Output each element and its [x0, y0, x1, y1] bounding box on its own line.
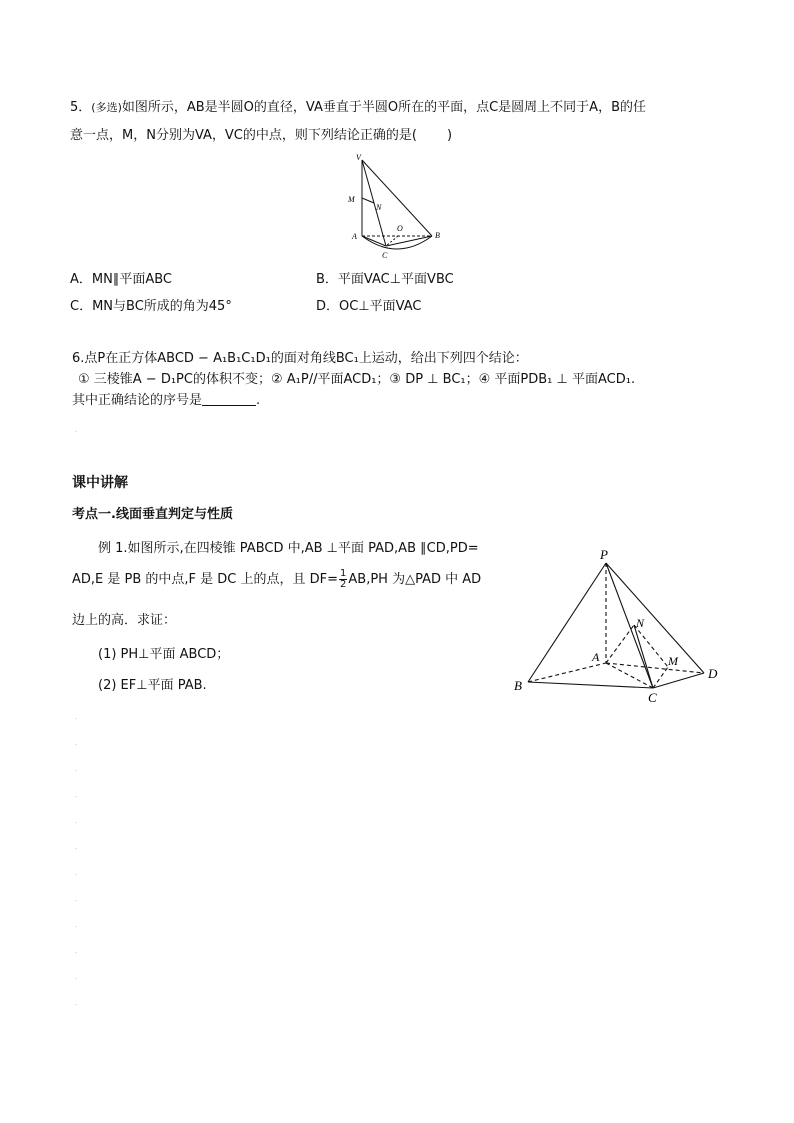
example1-line2 [72, 568, 481, 590]
label-d2: D [708, 666, 718, 681]
edge-pd [606, 563, 704, 673]
q6-line3-suffix: . [256, 393, 261, 408]
label-v: V [356, 153, 361, 162]
label-n: N [376, 203, 382, 212]
pyramid-figure [508, 545, 733, 707]
edge-cd [653, 673, 704, 688]
example1-item1: (1) PH⊥平面 ABCD； [98, 647, 230, 662]
q5-text-line2: 意一点，M，N分别为VA，VC的中点，则下列结论正确的是( [70, 128, 417, 143]
label-c: C [382, 251, 388, 260]
edge-an [606, 625, 634, 663]
label-c2: C [648, 690, 657, 705]
example1-line1: 例 1.如图所示,在四棱锥 PABCD 中,AB ⊥平面 PAD,AB ∥CD,PD= [98, 541, 479, 556]
label-n2: N [636, 616, 645, 630]
segment-mn [362, 198, 374, 203]
section-heading: 课中讲解 [72, 475, 128, 491]
q6-line3 [72, 389, 260, 408]
label-p: P [600, 547, 608, 562]
q5-option-a: A．MN∥平面ABC [70, 272, 172, 287]
label-b2: B [514, 678, 522, 693]
edge-ad [606, 663, 704, 673]
label-a: A [352, 232, 357, 241]
label-b: B [435, 231, 440, 240]
q6-line3-prefix: 其中正确结论的序号是 [72, 393, 203, 408]
q5-option-c: C．MN与BC所成的角为45° [70, 299, 232, 314]
q5-line1 [70, 96, 646, 115]
q6-line2: ① 三棱锥A − D₁PC的体积不变；② A₁P//平面ACD₁；③ DP ⊥ BC₁；④ 平面PDB₁ ⊥ 平面ACD₁. [78, 372, 636, 387]
example1-line2-prefix: AD,E 是 PB 的中点,F 是 DC 上的点，且 DF= [72, 572, 339, 587]
edge-ba [528, 663, 606, 682]
q5-line2 [70, 124, 452, 143]
q5-text-line2-end: ) [446, 128, 453, 143]
q5-figure [340, 150, 450, 262]
edge-ac [606, 663, 653, 688]
edge-ac [362, 236, 386, 246]
q5-option-d: D．OC⊥平面VAC [316, 299, 422, 314]
edge-cn [634, 625, 653, 688]
edge-cm [653, 667, 668, 688]
q6-line1: 6.点P在正方体ABCD − A₁B₁C₁D₁的面对角线BC₁上运动，给出下列四个结论： [72, 351, 528, 366]
label-m: M [348, 195, 355, 204]
q5-tag: (多选) [91, 101, 122, 114]
label-o: O [397, 224, 403, 233]
edge-pc [606, 563, 653, 688]
edge-pb [528, 563, 606, 682]
example1-line2-suffix: AB,PH 为△PAD 中 AD [348, 572, 482, 587]
example1-item2: (2) EF⊥平面 PAB. [98, 678, 207, 693]
fraction-one-half: $\frac{1}{2}$ [340, 568, 347, 590]
edge-nm [634, 625, 668, 667]
q5-option-b: B．平面VAC⊥平面VBC [316, 272, 454, 287]
label-m2: M [668, 654, 678, 668]
answer-blank [202, 393, 256, 406]
q5-number: 5． [70, 100, 92, 115]
kaodian-heading: 考点一.线面垂直判定与性质 [72, 507, 233, 522]
label-a2: A [592, 650, 600, 664]
q5-text-line1: 如图所示，AB是半圆O的直径，VA垂直于半圆O所在的平面，点C是圆周上不同于A，B的任 [121, 100, 646, 115]
example1-line3: 边上的高．求证： [72, 613, 177, 628]
edge-bc [528, 682, 653, 688]
